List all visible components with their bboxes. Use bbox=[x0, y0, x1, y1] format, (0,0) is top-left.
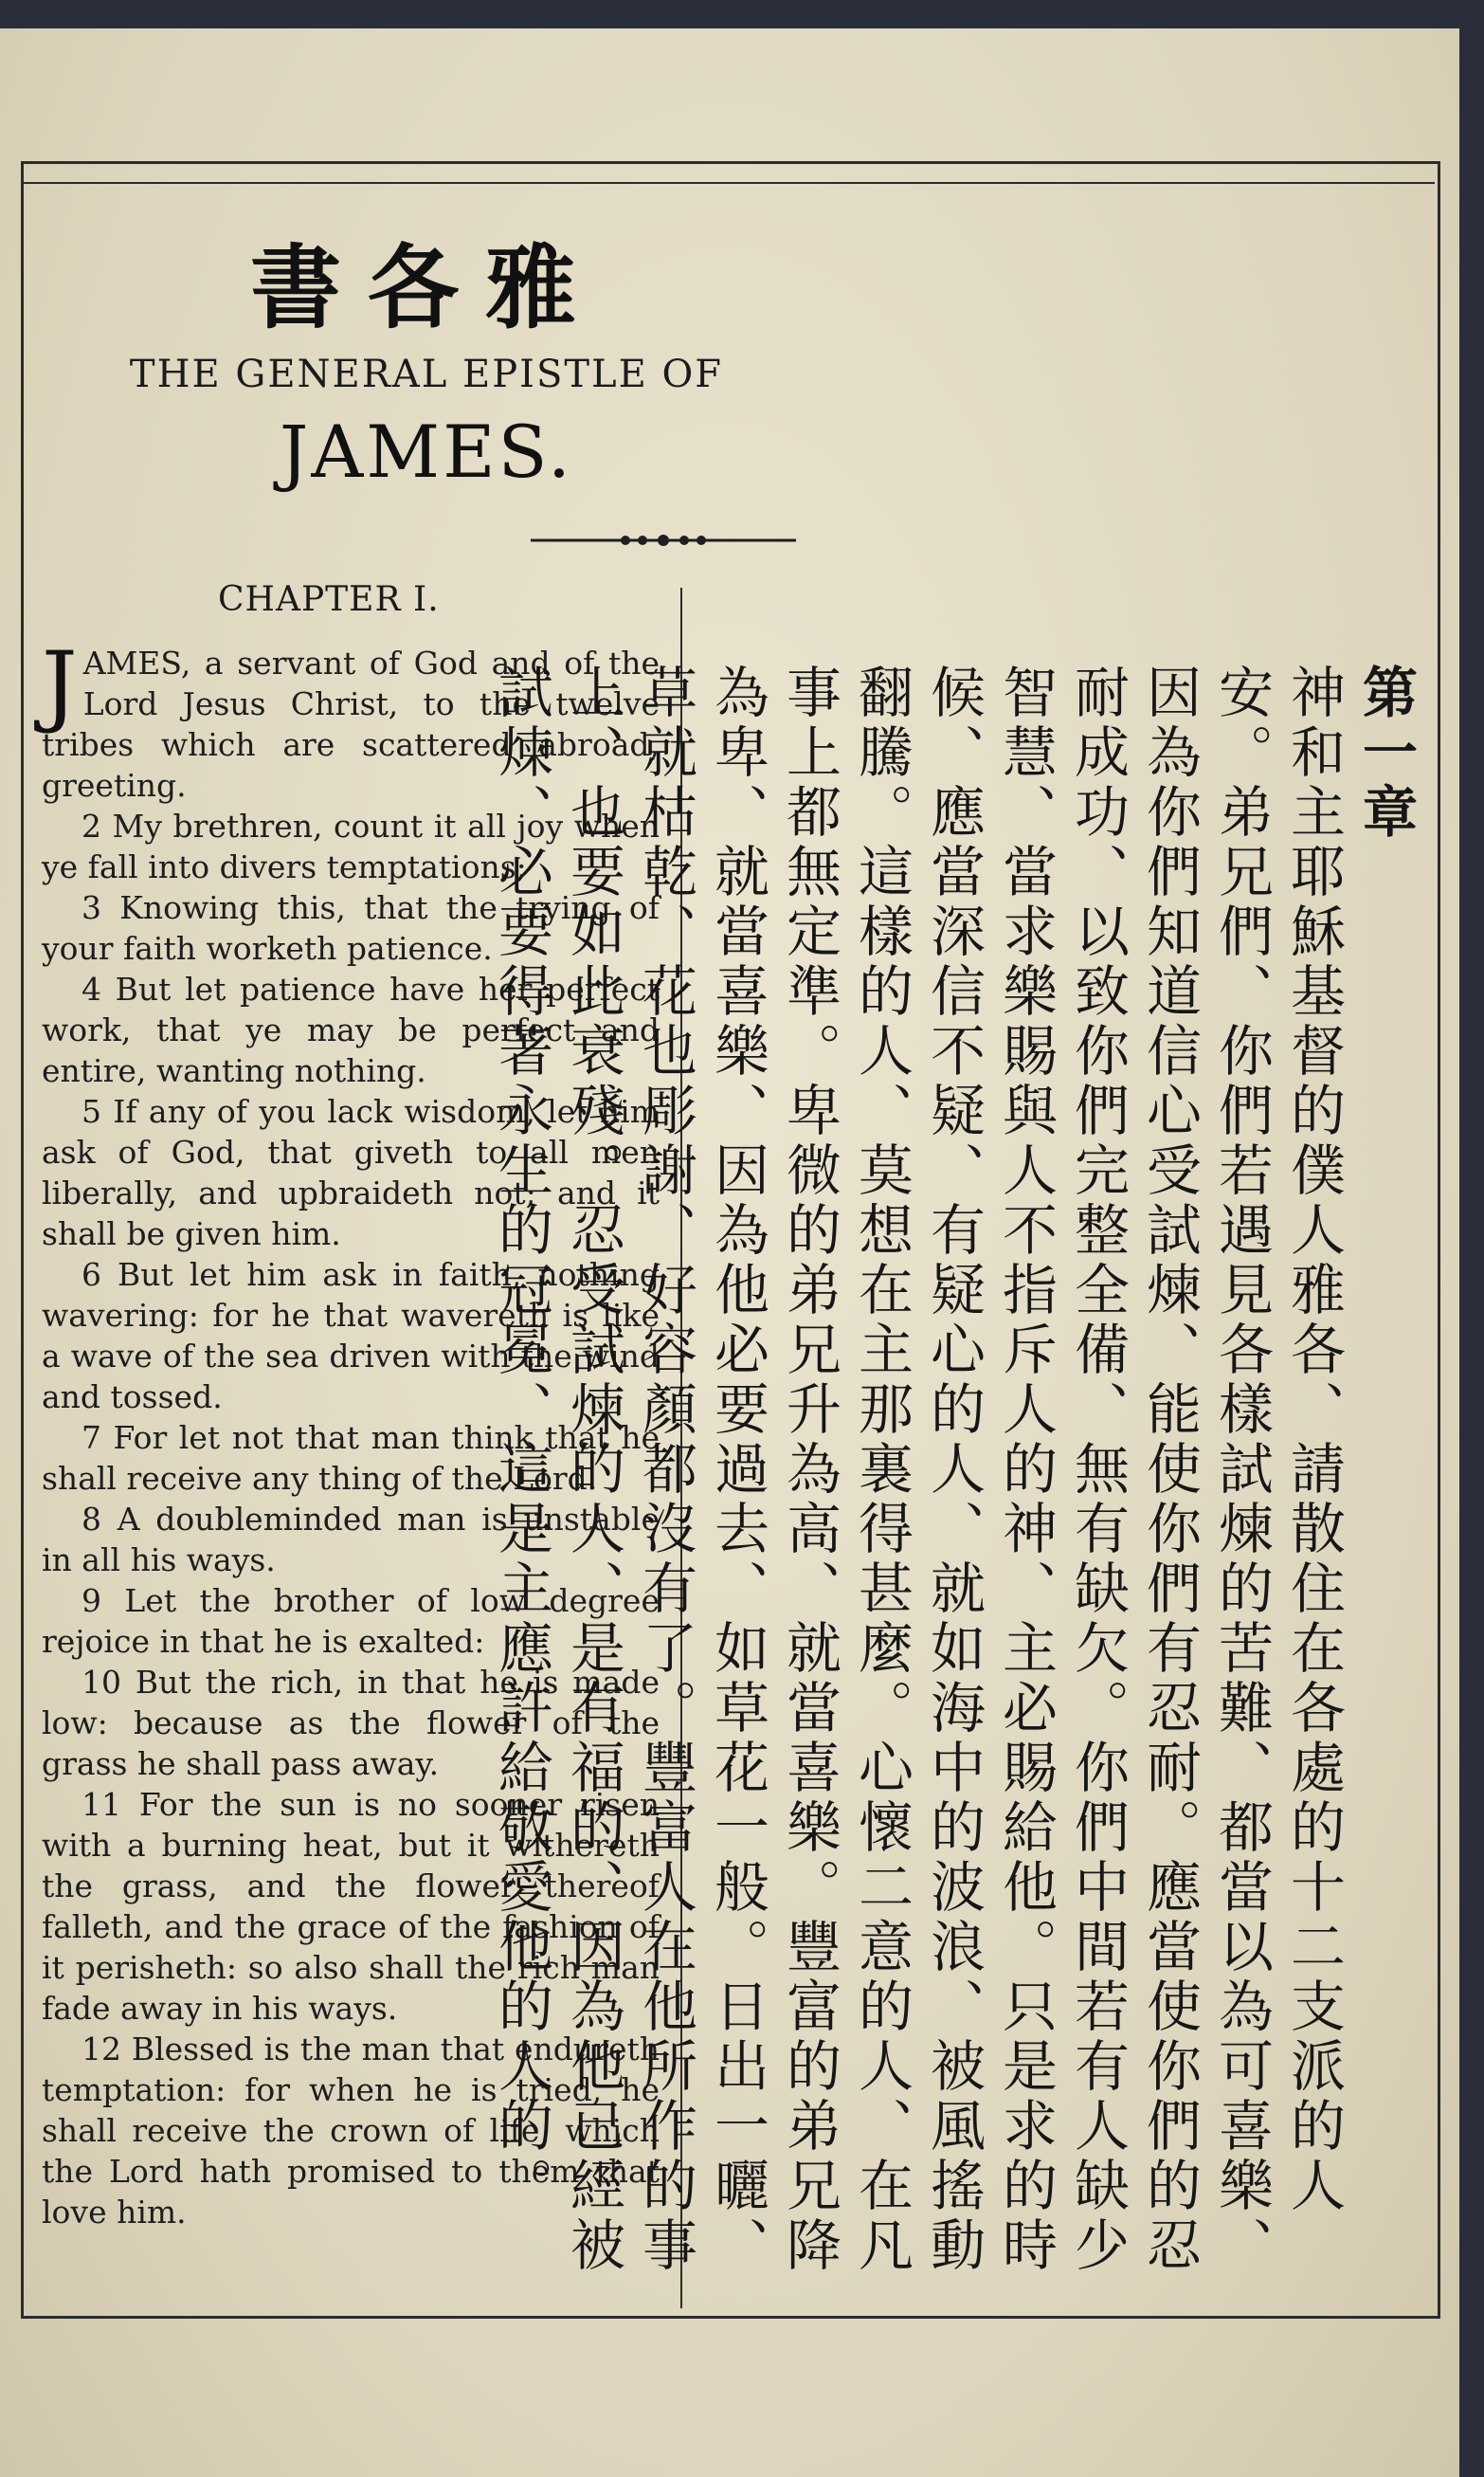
book-name: JAMES. bbox=[279, 410, 574, 494]
verse-12: 12 Blessed is the man that endureth temptation: for when he is tried, he shall receive the crown of life, which the Lord hath promised to them that love him. bbox=[42, 2031, 660, 2231]
ornament-rule bbox=[531, 519, 796, 561]
verse-10: 10 But the rich, in that he is made low: because as the flower of the grass he shall pass away. bbox=[42, 1664, 660, 1782]
verse-9: 9 Let the brother of low degree rejoice in that he is exalted: bbox=[42, 1582, 660, 1660]
chinese-verses: 神和主耶穌基督的僕人雅各、請散住在各處的十二支派的人安。弟兄們、你們若遇見各樣試煉的苦難、都當以為可喜樂、因為你們知道信心受試煉、能使你們有忍耐。應當使你們的忍耐成功、以致你們完整全備、無有缺欠。你們中間若有人缺少智慧、當求樂賜與人不指斥人的神、主必賜給他。只是求的時候、應當深信不疑、有疑心的人、就如海中的波浪、被風搖動翻騰。這樣的人、莫想在主那裏得甚麼。心懷二意的人、在凡事上都無定準。卑微的弟兄升為高、就當喜樂。豐富的弟兄降為卑、就當喜樂、因為他必要過去、如草花一般。日出一曬、草就枯乾、花也彫謝、好容顏都沒有了。豐富人在他所作的事上、也要如此衰殘。忍受試煉的人、是有福的、因為他已經被試煉、必要得著永生的冠冕、這是主應許給敬愛他的人的。 bbox=[489, 664, 1346, 2276]
chinese-text-column bbox=[489, 664, 1421, 2294]
verse-8: 8 A doubleminded man is unstable in all his ways. bbox=[42, 1501, 660, 1578]
chapter-heading: CHAPTER I. bbox=[218, 580, 440, 619]
verse-5: 5 If any of you lack wisdom, let him ask of God, that giveth to all men liberally, and upbraideth not; and it shall be given him. bbox=[42, 1093, 660, 1252]
chinese-book-title: 書各雅 bbox=[250, 234, 603, 341]
chinese-chapter-heading: 第一章 bbox=[1353, 664, 1418, 843]
verse-2: 2 My brethren, count it all joy when ye fall into divers temptations; bbox=[42, 808, 660, 885]
verse-text: AMES, a servant of God and of the Lord Jesus Christ, to the twelve tribes which are scattered abroad, greeting. bbox=[42, 645, 660, 804]
book-subtitle: THE GENERAL EPISTLE OF bbox=[129, 353, 724, 396]
verse-11: 11 For the sun is no sooner risen with a burning heat, but it withereth the grass, and the flower thereof falleth, and the grace of the fashion of it perisheth: so also shall the rich man fade away in his ways. bbox=[42, 1786, 660, 2027]
drop-cap: J bbox=[42, 633, 78, 737]
header-rule bbox=[21, 182, 1435, 184]
verse-3: 3 Knowing this, that the trying of your faith worketh patience. bbox=[42, 889, 660, 967]
verse-7: 7 For let not that man think that he shall receive any thing of the Lord. bbox=[42, 1419, 660, 1497]
verse-4: 4 But let patience have her perfect work, that ye may be perfect and entire, wanting nothing. bbox=[42, 971, 660, 1089]
verse-6: 6 But let him ask in faith, nothing wavering: for he that wavereth is like a wave of the sea driven with the wind and tossed. bbox=[42, 1256, 660, 1415]
